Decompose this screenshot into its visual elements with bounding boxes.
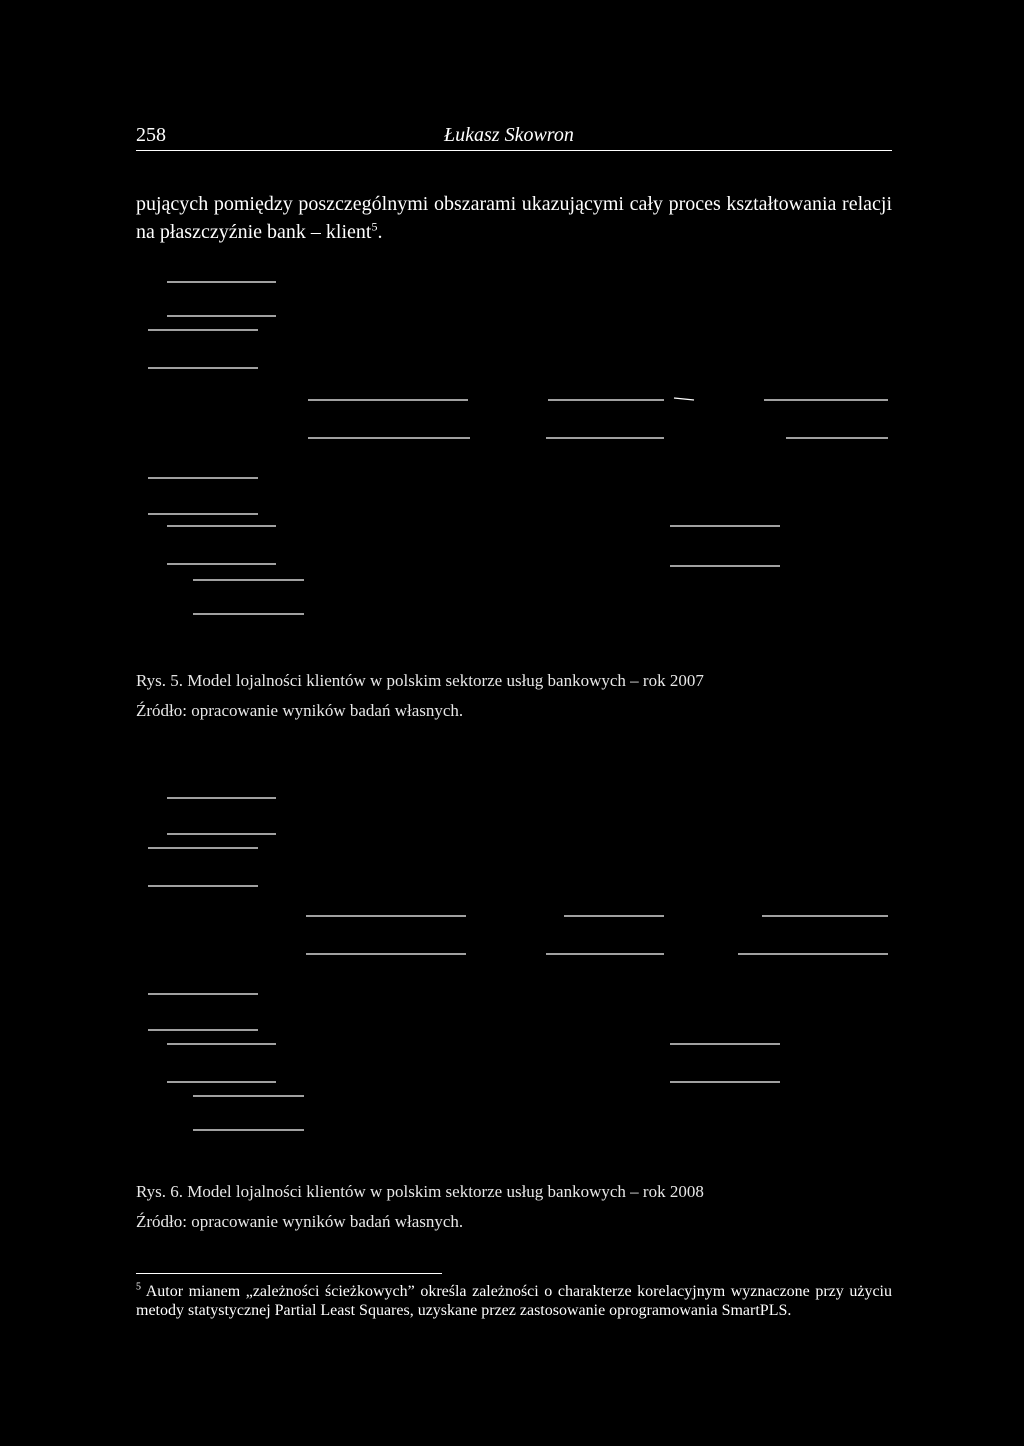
figure-6-source: Źródło: opracowanie wyników badań własnych.: [136, 1212, 464, 1231]
figure-6-diagram: [0, 786, 1024, 1146]
figure-5-diagram: [0, 270, 1024, 630]
footnote-text: Autor mianem „zależności ścieżkowych” określa zależności o charakterze korelacyjnym wyznaczone przy użyciu metody statystycznej Partial Least Squares, uzyskane przez zastosowanie oprogramowania SmartPLS.: [136, 1283, 892, 1319]
fig5-box-edge: [674, 398, 694, 400]
running-header-author: Łukasz Skowron: [444, 124, 574, 146]
footnote-rule: [136, 1273, 442, 1274]
figure-6-caption: Rys. 6. Model lojalności klientów w polskim sektorze usług bankowych – rok 2008: [136, 1182, 704, 1201]
footnote-number: 5: [136, 1281, 141, 1293]
footnote-reference: 5: [371, 219, 378, 234]
body-paragraph-end: .: [377, 221, 383, 243]
header-rule: [136, 150, 892, 151]
body-paragraph-text: pujących pomiędzy poszczególnymi obszarami ukazującymi cały proces kształtowania relacji na płaszczyźnie bank – klient: [136, 193, 892, 243]
figure-5-source: Źródło: opracowanie wyników badań własnych.: [136, 701, 464, 720]
figure-5-caption: Rys. 5. Model lojalności klientów w polskim sektorze usług bankowych – rok 2007: [136, 671, 704, 690]
body-paragraph: [136, 190, 892, 246]
footnote: [136, 1282, 892, 1320]
page-number: 258: [136, 124, 166, 146]
